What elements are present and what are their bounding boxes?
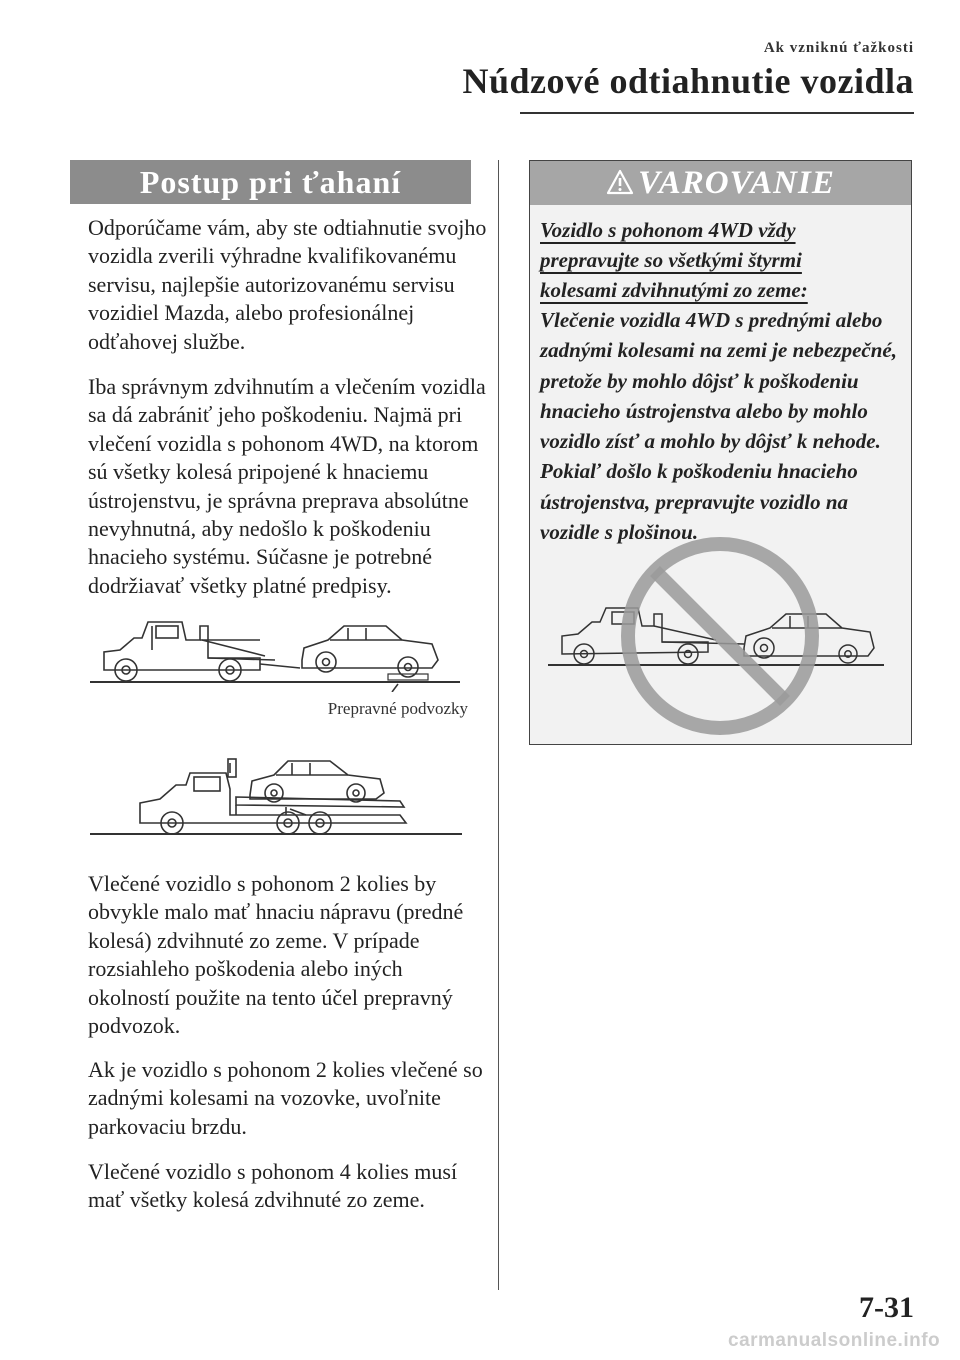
header-rule: [520, 112, 914, 114]
warning-triangle-icon: [606, 169, 634, 195]
section-title: Postup pri ťahaní: [70, 160, 471, 204]
column-divider: [498, 160, 499, 1290]
flatbed-truck-illustration: [90, 755, 470, 837]
figure-label-dollies: Prepravné podvozky: [327, 699, 468, 718]
warning-body: Vlečenie vozidla 4WD s prednými alebo zadnými kolesami na zemi je nebezpečné, pretože by mohlo dôjsť k poškodeniu hnacieho ústrojenstva alebo by mohlo vozidlo zísť a mohlo by dôjsť k nehode. Pokiaľ došlo k poškodeniu hnacieho ústrojenstva, prepravujte vozidlo na vozidle s plošinou.: [540, 308, 897, 545]
warning-lead: [540, 215, 880, 305]
paragraph-intro: Odporúčame vám, aby ste odtiahnutie svojho vozidla zverili výhradne kvalifikovanému servisu, najlepšie autorizovanému servisu vozidiel Mazda, alebo profesionálnej odťahovej službe.: [88, 215, 487, 354]
paragraph-4wd-towing: Vlečené vozidlo s pohonom 4 kolies musí mať všetky kolesá zdvihnuté zo zeme.: [88, 1159, 458, 1213]
warning-lead-line: prepravujte so všetkými štyrmi: [540, 248, 802, 272]
chapter-title: Núdzové odtiahnutie vozidla: [462, 61, 914, 101]
page-number: 7-31: [859, 1291, 914, 1324]
warning-lead-line: Vozidlo s pohonom 4WD vždy: [540, 218, 796, 242]
tow-truck-dolly-illustration: [90, 612, 470, 692]
chapter-subtitle: Ak vzniknú ťažkosti: [763, 40, 914, 56]
warning-lead-line: kolesami zdvihnutými zo zeme:: [540, 278, 808, 302]
warning-box: [529, 160, 912, 745]
warning-title: VAROVANIE: [638, 165, 835, 201]
prohibited-towing-illustration: [548, 536, 893, 736]
warning-header: [530, 161, 911, 205]
paragraph-2wd-towing: Vlečené vozidlo s pohonom 2 kolies by obvykle malo mať hnaciu nápravu (predné kolesá) zdvihnuté zo zeme. V prípade rozsiahleho poškodenia alebo iných okolností použite na tento účel prepravný podvozok.: [88, 871, 464, 1039]
paragraph-proper-towing: Iba správnym zdvihnutím a vlečením vozidla sa dá zabrániť jeho poškodeniu. Najmä pri vlečení vozidla s pohonom 4WD, na ktorom sú všetky kolesá pripojené k hnaciemu ústrojenstvu, je správna preprava absolútne nevyhnutná, aby nedošlo k poškodeniu hnacieho systému. Súčasne je potrebné dodržiavať všetky platné predpisy.: [88, 374, 486, 598]
paragraph-parking-brake: Ak je vozidlo s pohonom 2 kolies vlečené so zadnými kolesami na vozovke, uvoľnite parkovaciu brzdu.: [88, 1057, 483, 1139]
watermark: carmanualsonline.info: [728, 1330, 941, 1351]
